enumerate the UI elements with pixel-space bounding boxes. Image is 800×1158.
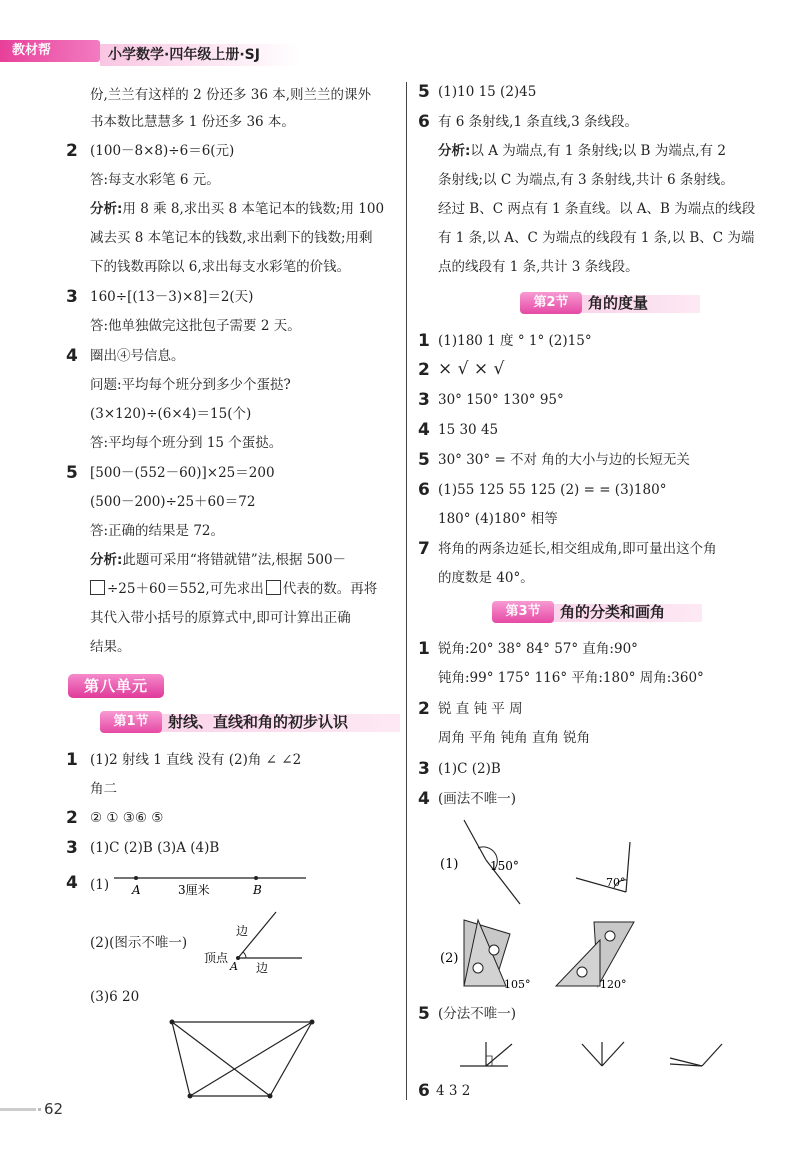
answer-line: (1)C (2)B (3)A (4)B (90, 840, 220, 856)
vertex-label: 顶点 (204, 951, 229, 965)
section-title: 角的分类和画角 (560, 603, 666, 621)
answer-line: × √ × √ (438, 359, 505, 379)
answer-line: 角二 (90, 781, 117, 797)
section-title: 角的度量 (588, 294, 649, 312)
edge-label: 边 (256, 961, 269, 975)
answer-line: 答:他单独做完这批包子需要 2 天。 (90, 318, 301, 334)
answer-line: ② ① ③⑥ ⑤ (90, 810, 164, 826)
analysis-line: 经过 B、C 两点有 1 条直线。以 A、B 为端点的线段 (438, 201, 756, 217)
angle-label-70: 70° (606, 876, 626, 889)
answer-line: 将角的两条边延长,相交组成角,即可量出这个角 (438, 541, 717, 557)
question-number: 5 (66, 463, 78, 483)
answer-line: (分法不唯一) (438, 1006, 517, 1022)
question-number: 1 (418, 331, 430, 351)
answer-line: [500－(552－60)]×25＝200 (90, 465, 275, 481)
answer-line: 30° 30° = 不对 角的大小与边的长短无关 (438, 452, 690, 468)
question-number: 4 (418, 789, 430, 809)
analysis-line: 减去买 8 本笔记本的钱数,求出剩下的钱数;用剩 (90, 230, 373, 246)
answer-line: 答:平均每个班分到 15 个蛋挞。 (90, 435, 283, 451)
header-title: 小学数学·四年级上册·SJ (108, 47, 260, 63)
point-b (254, 876, 258, 880)
analysis-line: 其代入带小括号的原算式中,即可计算出正确 (90, 610, 351, 626)
section-heading (520, 292, 700, 314)
answer-line: (1)10 15 (2)45 (438, 84, 537, 100)
analysis-line: 点的线段有 1 条,共计 3 条线段。 (438, 259, 639, 275)
point-a (134, 876, 138, 880)
question-number: 1 (418, 639, 430, 659)
angle-label-120: 120° (600, 978, 627, 991)
section-title: 射线、直线和角的初步认识 (168, 713, 349, 731)
analysis-label: 分析: (90, 201, 123, 217)
footer-dot (38, 1108, 41, 1111)
question-number: 2 (66, 141, 78, 161)
answer-line: (100－8×8)÷6＝6(元) (90, 143, 235, 159)
answer-line: 锐角:20° 38° 84° 57° 直角:90° (438, 641, 638, 657)
question-number: 5 (418, 1004, 430, 1024)
angle-label-150: 150° (490, 859, 519, 873)
question-number: 5 (418, 450, 430, 470)
question-number: 1 (66, 750, 78, 770)
question-number: 4 (66, 873, 78, 893)
answer-line: 15 30 45 (438, 422, 499, 438)
segment-length: 3厘米 (178, 883, 210, 897)
part-label: (2) (440, 951, 459, 966)
part-label: (1) (90, 877, 110, 893)
answer-line: 30° 150° 130° 95° (438, 392, 564, 408)
section-heading (492, 601, 702, 623)
angle-label-105: 105° (504, 978, 531, 991)
answer-line: 160÷[(13－3)×8]＝2(天) (90, 289, 254, 305)
trapezoid (172, 1022, 312, 1096)
part-label: (1) (440, 857, 459, 872)
question-number: 6 (418, 112, 430, 132)
intro-line: 份,兰兰有这样的 2 份还多 36 本,则兰兰的课外 (90, 87, 372, 103)
question-number: 3 (66, 287, 78, 307)
point-a-label: A (230, 960, 238, 973)
analysis-line: 有 1 条,以 A、C 为端点的线段有 1 条,以 B、C 为端 (438, 230, 755, 246)
answer-line: 圈出④号信息。 (90, 348, 185, 364)
analysis-line: ÷25＋60＝552,可先求出 代表的数。再将 (90, 580, 377, 598)
analysis-label: 分析: (90, 552, 123, 568)
section-pill: 第3节 (492, 601, 554, 623)
answer-line: (3×120)÷(6×4)＝15(个) (90, 406, 252, 422)
answer-line: 答:每支水彩笔 6 元。 (90, 172, 220, 188)
question-number: 4 (418, 420, 430, 440)
question-number: 6 (418, 480, 430, 500)
analysis-line: 分析:用 8 乘 8,求出买 8 本笔记本的钱数;用 100 (90, 201, 385, 217)
question-number: 3 (418, 390, 430, 410)
answer-line: (1)C (2)B (438, 761, 501, 777)
analysis-label: 分析: (438, 143, 471, 159)
answer-line: 有 6 条射线,1 条直线,3 条线段。 (438, 114, 639, 130)
footer-bar (0, 1108, 36, 1111)
question-number: 7 (418, 539, 430, 559)
page-number: 62 (44, 1100, 64, 1118)
header-badge: 教材帮 (0, 40, 100, 62)
section-pill: 第1节 (100, 711, 162, 733)
unit-badge: 第八单元 (68, 674, 164, 698)
left-figures (0, 0, 410, 1110)
answer-line: 问题:平均每个班分到多少个蛋挞? (90, 377, 291, 393)
answer-line: 钝角:99° 175° 116° 平角:180° 周角:360° (438, 670, 704, 686)
answer-line: (画法不唯一) (438, 791, 517, 807)
edge-label: 边 (236, 924, 249, 938)
part-label: (2)(图示不唯一) (90, 935, 188, 951)
section-pill: 第2节 (520, 292, 582, 314)
answer-line: (1)55 125 55 125 (2) = = (3)180° (438, 482, 667, 498)
question-number: 4 (66, 346, 78, 366)
answer-line: (1)2 射线 1 直线 没有 (2)角 ∠ ∠2 (90, 752, 302, 768)
question-number: 3 (66, 838, 78, 858)
question-number: 6 (418, 1081, 430, 1101)
answer-line: 锐 直 钝 平 周 (438, 701, 523, 717)
answer-line: 的度数是 40°。 (438, 570, 534, 586)
intro-line: 书本数比慧慧多 1 份还多 36 本。 (90, 114, 295, 130)
answer-line: 180° (4)180° 相等 (438, 511, 558, 527)
answer-line: (500－200)÷25＋60＝72 (90, 494, 256, 510)
diagonal (190, 1022, 312, 1096)
analysis-line: 条射线;以 C 为端点,有 3 条射线,共计 6 条射线。 (438, 172, 734, 188)
answer-line: 4 3 2 (436, 1083, 471, 1099)
question-number: 2 (418, 699, 430, 719)
point-b-label: B (253, 883, 262, 897)
answer-line: 答:正确的结果是 72。 (90, 523, 225, 539)
point-a-label: A (132, 883, 141, 897)
analysis-line: 结果。 (90, 639, 131, 655)
question-number: 2 (418, 360, 430, 380)
right-figures (406, 800, 800, 1100)
analysis-line: 分析:以 A 为端点,有 1 条射线;以 B 为端点,有 2 (438, 143, 726, 159)
answer-line: 周角 平角 钝角 直角 锐角 (438, 730, 591, 746)
analysis-line: 下的钱数再除以 6,求出每支水彩笔的价钱。 (90, 259, 351, 275)
answer-line: (1)180 1 度 ° 1° (2)15° (438, 333, 592, 349)
question-number: 3 (418, 759, 430, 779)
question-number: 2 (66, 808, 78, 828)
analysis-line: 分析:此题可采用“将错就错”法,根据 500－ (90, 552, 347, 568)
question-number: 5 (418, 82, 430, 102)
part-label: (3)6 20 (90, 989, 140, 1005)
